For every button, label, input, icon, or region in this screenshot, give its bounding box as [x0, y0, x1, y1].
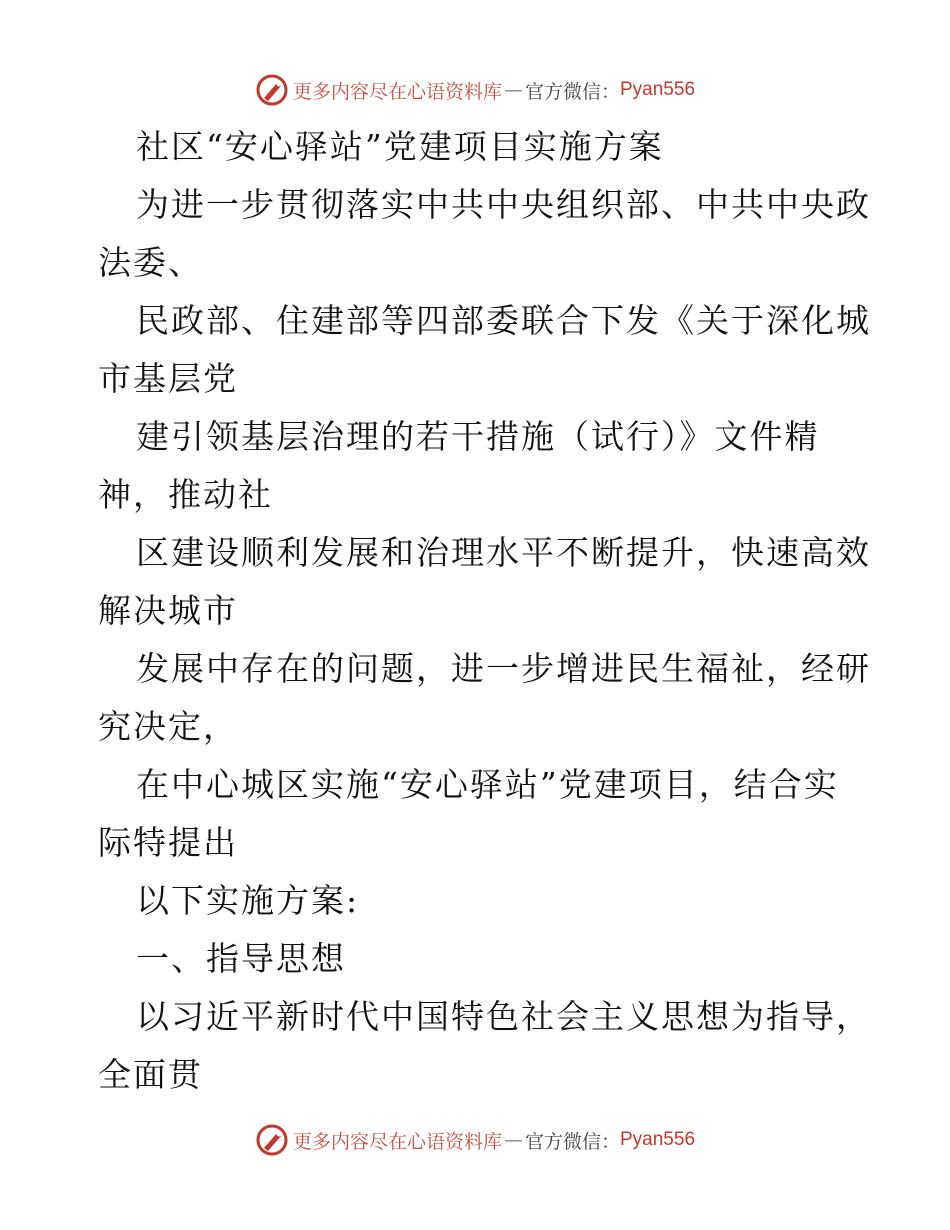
paragraph-line: 以习近平新时代中国特色社会主义思想为指导，	[136, 997, 871, 1036]
document-title: 社区“安心驿站”党建项目实施方案	[136, 127, 664, 166]
paragraph-line: 市基层党	[98, 359, 238, 398]
footer-banner[interactable]	[0, 1120, 950, 1160]
paragraph-line: 区建设顺利发展和治理水平不断提升，快速高效	[136, 533, 871, 572]
paragraph-line: 以下实施方案:	[136, 881, 360, 920]
banner-separator: —	[503, 1129, 523, 1151]
banner-wechat-id: Pyan556	[620, 1129, 696, 1150]
paragraph-line: 际特提出	[98, 823, 238, 862]
pen-logo-icon	[255, 73, 289, 107]
pen-logo-icon	[255, 1123, 289, 1157]
paragraph-line: 建引领基层治理的若干措施（试行）》文件精	[136, 417, 820, 456]
paragraph-line: 发展中存在的问题，进一步增进民生福祉，经研	[136, 649, 871, 688]
header-banner[interactable]	[0, 70, 950, 110]
banner-brand-text: 更多内容尽在心语资料库	[292, 1130, 502, 1153]
paragraph-line: 究决定，	[98, 707, 238, 746]
paragraph-line: 全面贯	[98, 1055, 203, 1094]
banner-brand-text: 更多内容尽在心语资料库	[292, 80, 502, 103]
section-heading: 一、指导思想	[136, 939, 346, 978]
paragraph-line: 法委、	[98, 243, 203, 282]
paragraph-line: 解决城市	[98, 591, 238, 630]
banner-wechat-label: 官方微信：	[524, 80, 620, 103]
paragraph-line: 为进一步贯彻落实中共中央组织部、中共中央政	[136, 185, 871, 224]
banner-separator: —	[503, 79, 523, 101]
paragraph-line: 神，推动社	[98, 475, 273, 514]
paragraph-line: 民政部、住建部等四部委联合下发《关于深化城	[136, 301, 871, 340]
document-body	[98, 118, 871, 1104]
banner-wechat-id: Pyan556	[620, 79, 696, 100]
paragraph-line: 在中心城区实施“安心驿站”党建项目，结合实	[136, 765, 839, 804]
banner-wechat-label: 官方微信：	[524, 1130, 620, 1153]
